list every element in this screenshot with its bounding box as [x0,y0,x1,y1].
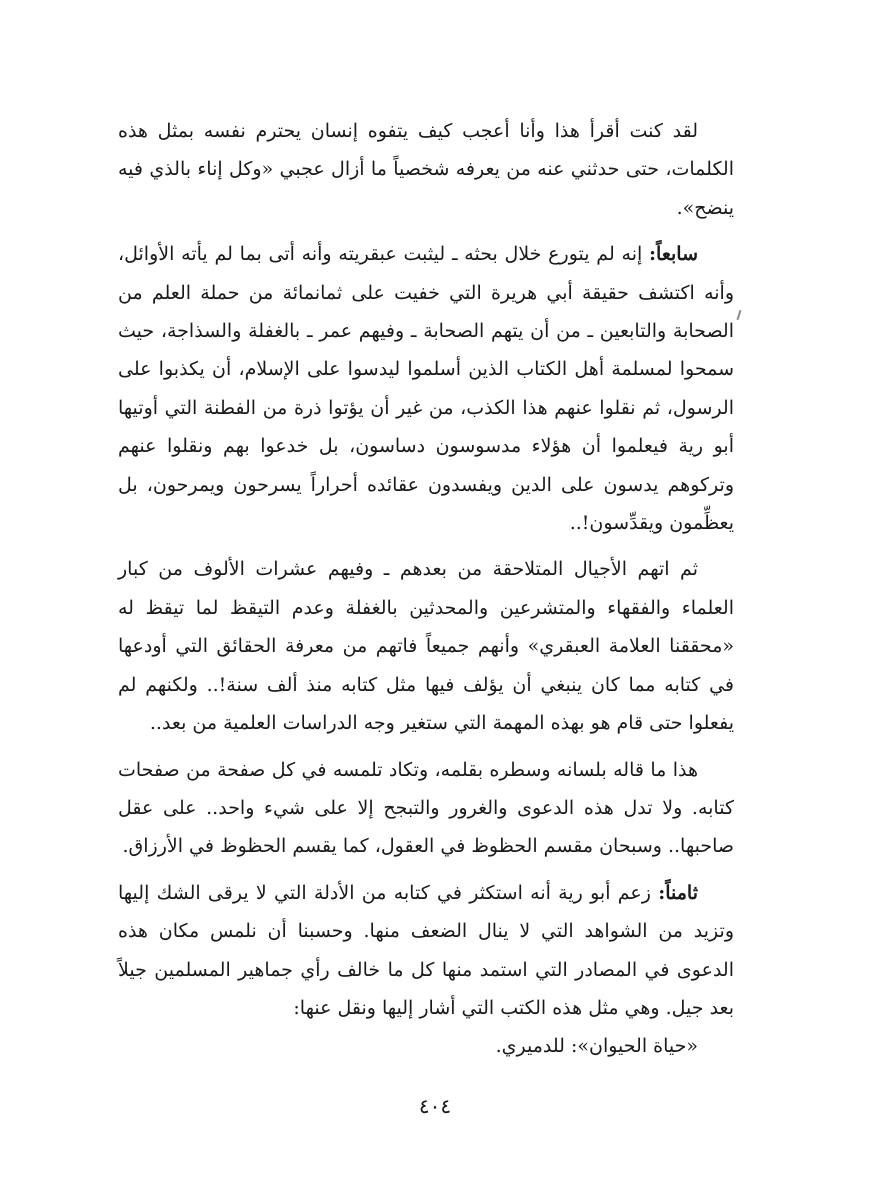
paragraph-source-item-text: «حياة الحيوان»: للدميري. [495,1035,698,1058]
page-number: ٤٠٤ [418,1094,452,1118]
paragraph-opening-text: لقد كنت أقرأ هذا وأنا أعجب كيف يتفوه إنسان يحترم نفسه بمثل هذه الكلمات، حتى حدثني عنه من يعرفه شخصياً ما أزال عجبي «وكل إناء بالذي فيه ينضح». [118,120,734,219]
margin-mark [737,310,742,320]
paragraph-opening [118,112,734,227]
paragraph-claim [118,751,734,866]
paragraph-seventh-point [118,235,734,542]
paragraph-later-generations [118,550,734,742]
paragraph-seventh-text: إنه لم يتورع خلال بحثه ـ ليثبت عبقريته وأنه أتى بما لم يأته الأوائل، وأنه اكتشف حقيقة أبي هريرة التي خفيت على ثمانمائة من حملة العلم من الصحابة والتابعين ـ من أن يتهم الصحابة ـ وفيهم عمر ـ بالغفلة والسذاجة، حيث سمحوا لمسلمة أهل الكتاب الذين أسلموا ليدسوا على الإسلام، أن يكذبوا على الرسول، ثم نقلوا عنهم هذا الكذب، من غير أن يؤتوا ذرة من الفطنة التي أوتيها أبو رية فيعلموا أن هؤلاء مدسوسون دساسون، بل خدعوا بهم ونقلوا عنهم وتركوهم يدسون على الدين ويفسدون عقائده أحراراً يسرحون ويمرحون، بل يعظِّمون ويقدِّسون!.. [118,243,734,535]
paragraph-claim-text: هذا ما قاله بلسانه وسطره بقلمه، وتكاد تلمسه في كل صفحة من صفحات كتابه. ولا تدل هذه الدعوى والغرور والتبجح إلا على شيء واحد.. على عقل صاحبها.. وسبحان مقسم الحظوظ في العقول، كما يقسم الحظوظ في الأرزاق. [118,758,734,858]
page-body [118,112,734,1066]
paragraph-seventh-label: سابعاً: [649,243,698,266]
paragraph-eighth-label: ثامناً: [658,881,698,904]
paragraph-eighth-point [118,874,734,1028]
paragraph-eighth-text: زعم أبو رية أنه استكثر في كتابه من الأدلة التي لا يرقى الشك إليها وتزيد من الشواهد التي لا ينال الضعف منها. وحسبنا أن نلمس مكان هذه الدعوى في المصادر التي استمد منها كل ما خالف رأي جماهير المسلمين جيلاً بعد جيل. وهي مثل هذه الكتب التي أشار إليها ونقل عنها: [118,881,734,1019]
paragraph-source-item [118,1027,734,1065]
paragraph-later-generations-text: ثم اتهم الأجيال المتلاحقة من بعدهم ـ وفيهم عشرات الألوف من كبار العلماء والفقهاء والمتشرعين والمحدثين بالغفلة وعدم التيقظ لما تيقظ له «محققنا العلامة العبقري» وأنهم جميعاً فاتهم من معرفة الحقائق التي أودعها في كتابه مما كان ينبغي أن يؤلف فيها مثل كتابه منذ ألف سنة!.. ولكنهم لم يفعلوا حتى قام هو بهذه المهمة التي ستغير وجه الدراسات العلمية من بعد.. [118,558,734,735]
